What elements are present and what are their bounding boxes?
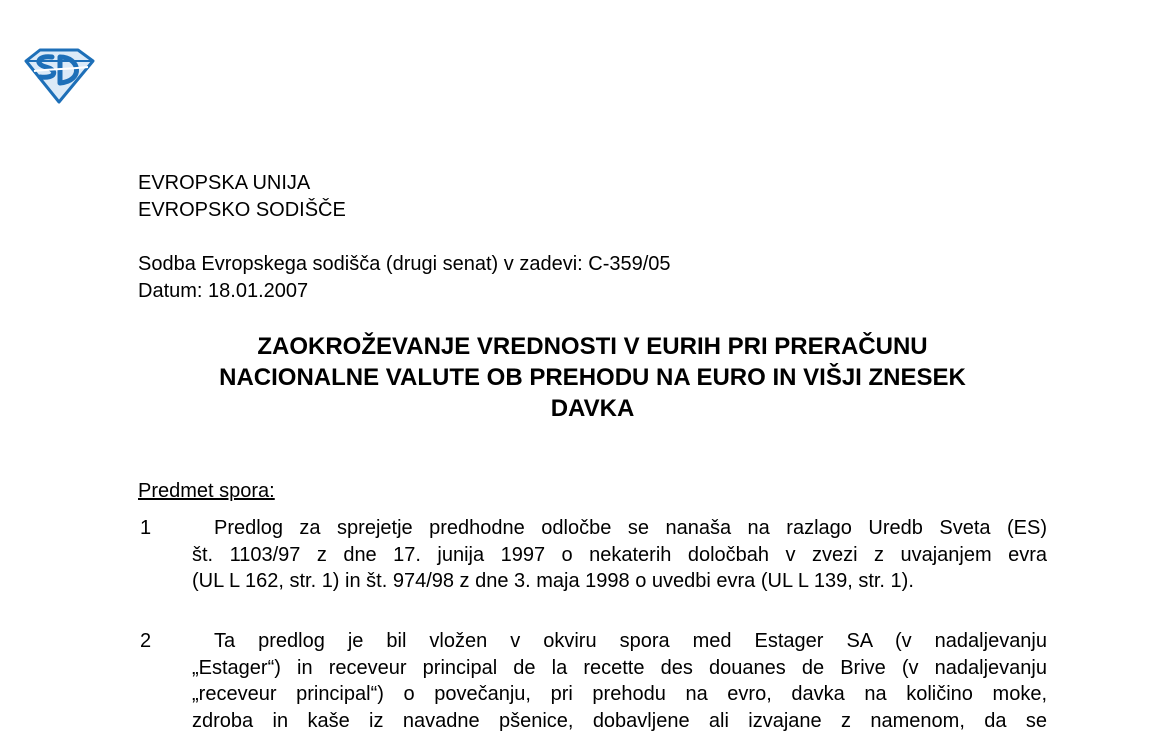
title-line-2: NACIONALNE VALUTE OB PREHODU NA EURO IN VIŠJI ZNESEK <box>219 364 966 391</box>
paragraph-text <box>192 628 1047 734</box>
title-line-3: DAVKA <box>550 395 635 422</box>
paragraph-line: zdroba in kaše iz navadne pšenice, dobavljene ali izvajane z namenom, da se <box>192 709 1047 732</box>
paragraph-text <box>192 515 1047 595</box>
paragraph-number: 2 <box>140 630 152 652</box>
paragraph-line: Ta predlog je bil vložen v okviru spora med Estager SA (v nadaljevanju <box>214 630 1047 652</box>
title-line-1: ZAOKROŽEVANJE VREDNOSTI V EURIH PRI PRERAČUNU <box>257 333 928 360</box>
institution-line-1: EVROPSKA UNIJA <box>138 172 311 194</box>
document-title <box>140 331 1045 424</box>
case-reference: Sodba Evropskega sodišča (drugi senat) v zadevi: C-359/05 <box>138 253 671 275</box>
paragraph-line: „Estager“) in receveur principal de la recette des douanes de Brive (v nadaljevanju <box>192 656 1047 679</box>
institution-line-2: EVROPSKO SODIŠČE <box>138 199 346 221</box>
court-logo <box>22 47 96 105</box>
section-heading: Predmet spora: <box>138 480 275 502</box>
case-date: Datum: 18.01.2007 <box>138 280 309 302</box>
paragraph-line: št. 1103/97 z dne 17. junija 1997 o nekaterih določbah v zvezi z uvajanjem evra <box>192 543 1047 566</box>
paragraph-line: (UL L 162, str. 1) in št. 974/98 z dne 3. maja 1998 o uvedbi evra (UL L 139, str. 1). <box>192 570 914 592</box>
paragraph-line: „receveur principal“) o povečanju, pri prehodu na evro, davka na količino moke, <box>192 683 1047 705</box>
paragraph-line: Predlog za sprejetje predhodne odločbe se nanaša na razlago Uredb Sveta (ES) <box>214 517 1047 539</box>
paragraph-number: 1 <box>140 517 152 539</box>
